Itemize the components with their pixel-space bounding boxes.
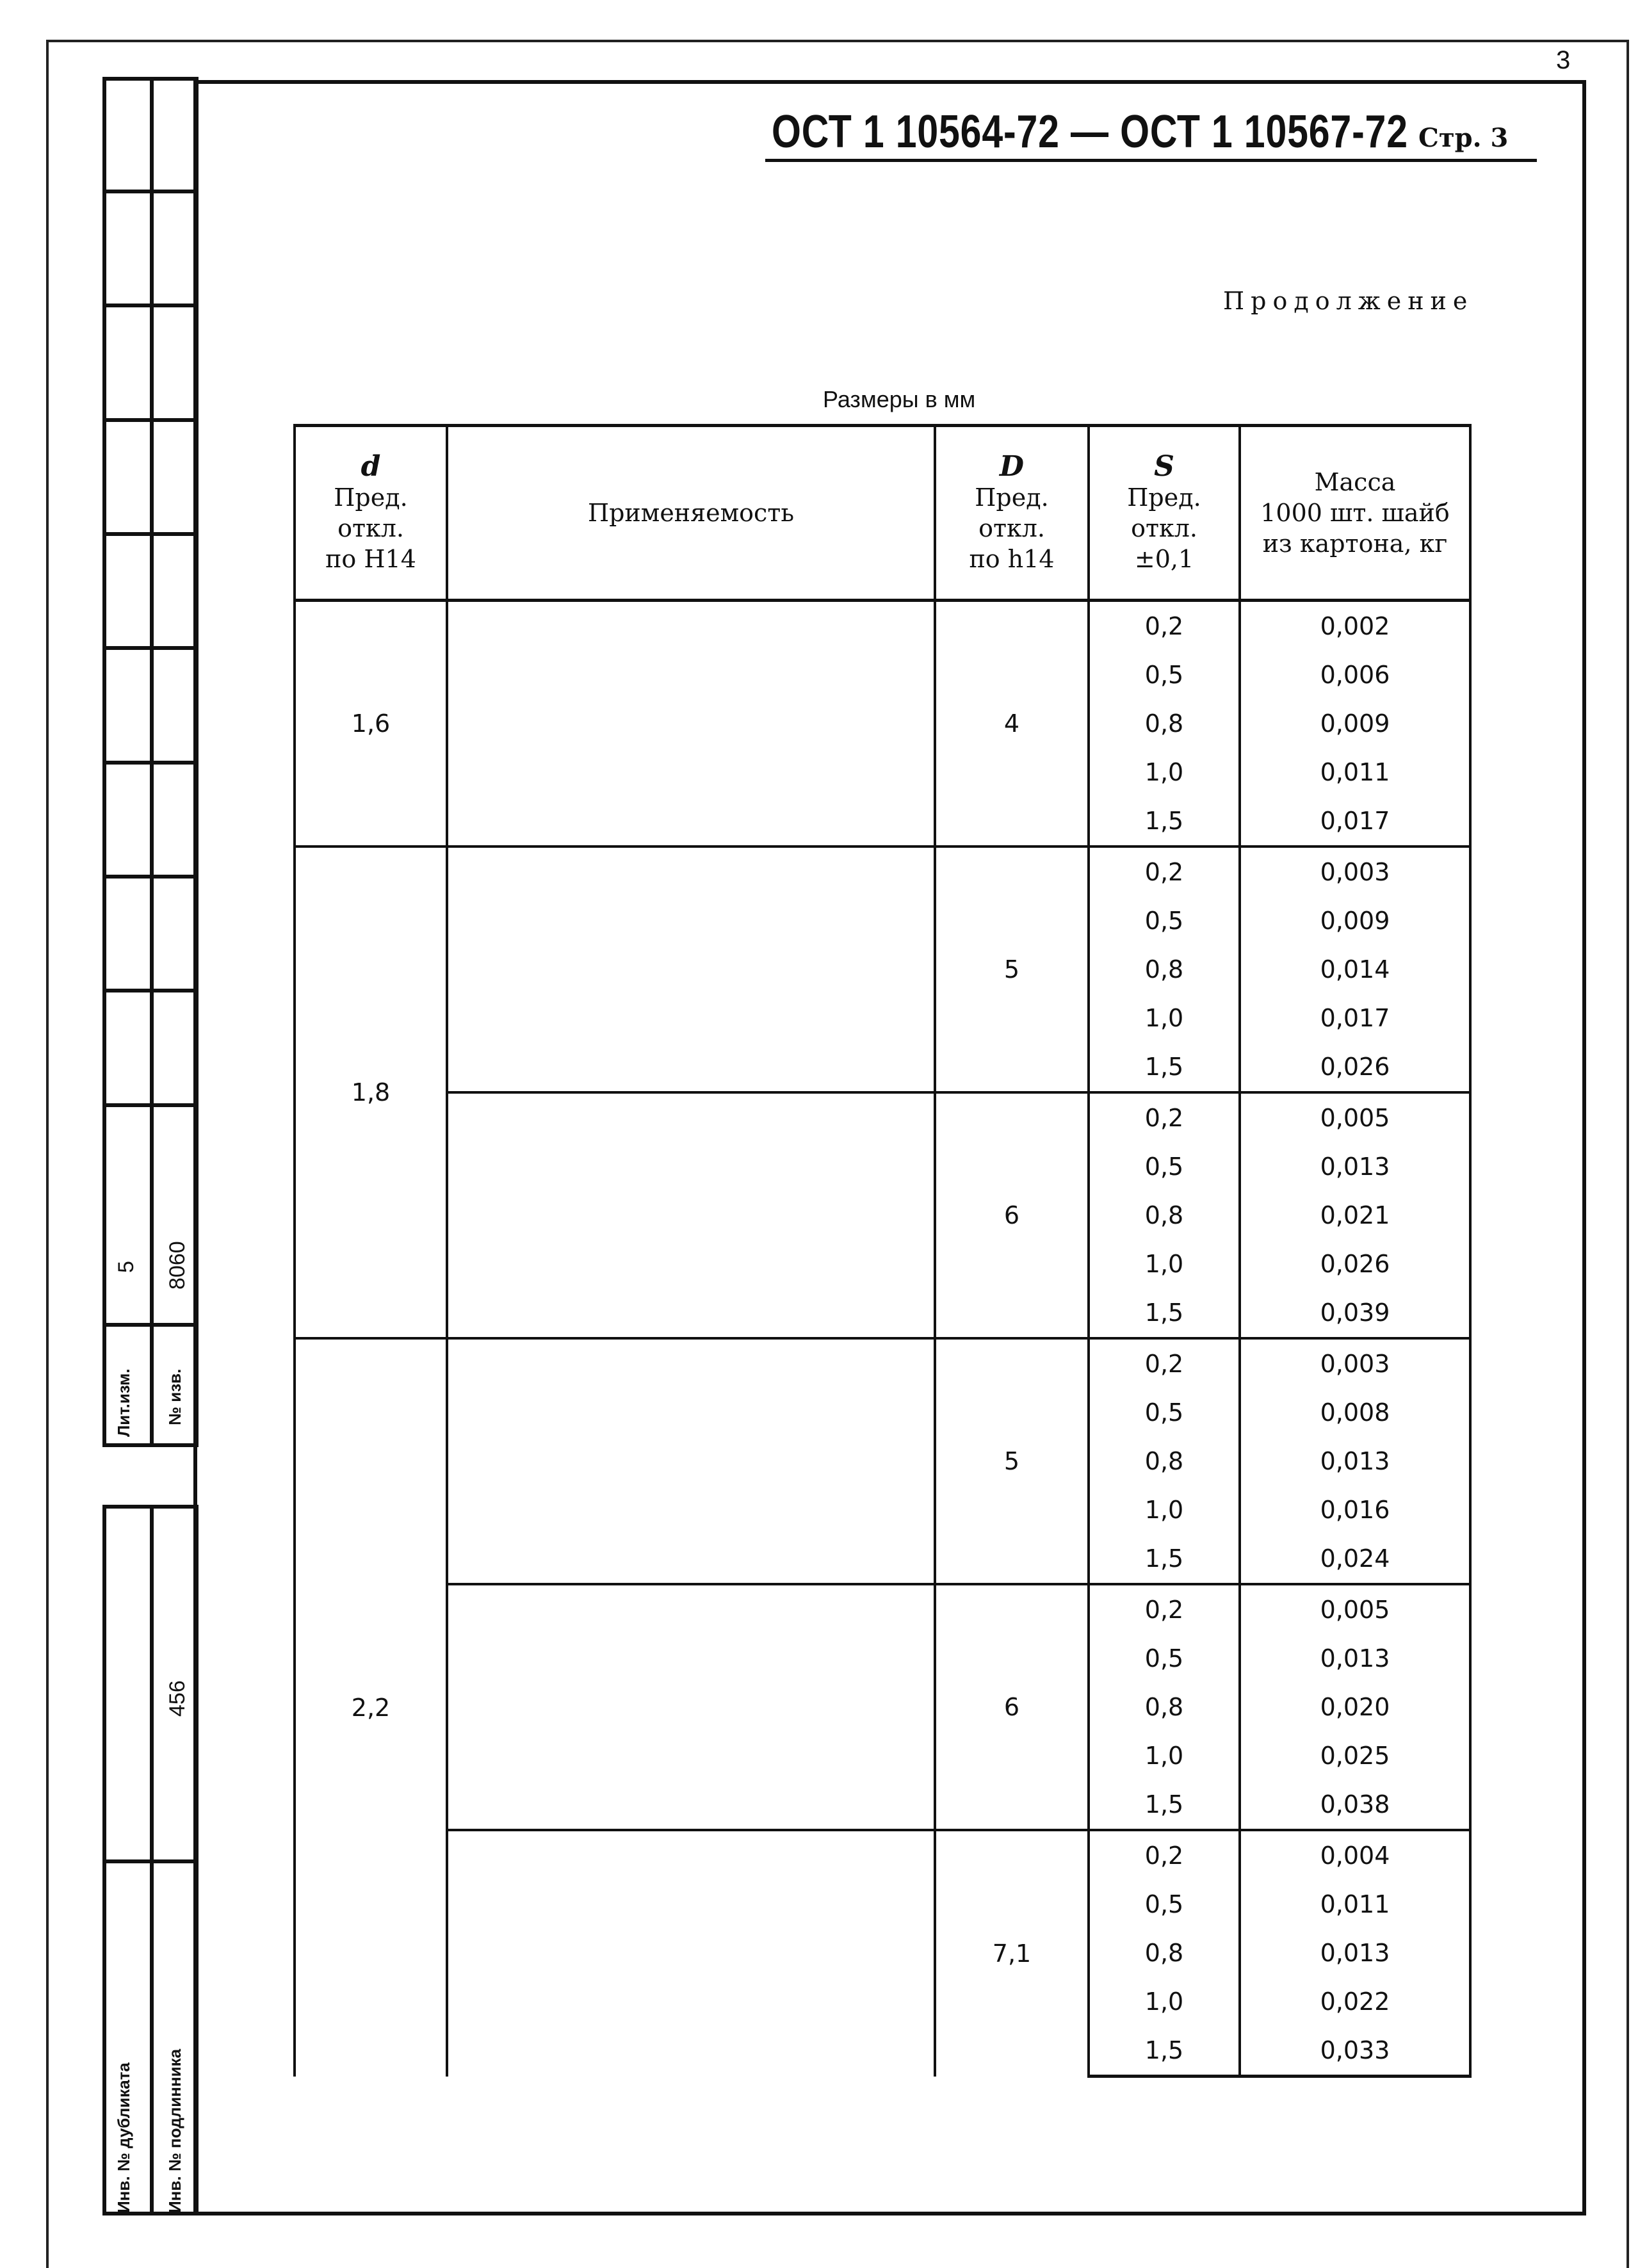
cell-S: 0,5: [1089, 1634, 1240, 1683]
cell-S: 0,8: [1089, 1437, 1240, 1486]
cell-S: 1,5: [1089, 797, 1240, 846]
cell-D: 5: [935, 846, 1089, 1092]
stamp-value-original: 456: [165, 1680, 190, 1717]
cell-mass: 0,004: [1240, 1830, 1470, 1880]
cell-D: 7,1: [935, 1830, 1089, 2077]
stamp-label-lit: Лит.изм.: [114, 1368, 133, 1437]
cell-mass: 0,013: [1240, 1634, 1470, 1683]
continuation-label: Продолжение: [1223, 287, 1474, 315]
cell-S: 1,5: [1089, 1288, 1240, 1338]
cell-S: 0,8: [1089, 1929, 1240, 1977]
cell-D: 6: [935, 1092, 1089, 1338]
cell-S: 1,0: [1089, 1977, 1240, 2026]
table-row: [295, 601, 1470, 651]
cell-applicability: [447, 1830, 935, 2077]
cell-mass: 0,026: [1240, 1240, 1470, 1288]
cell-S: 0,2: [1089, 1338, 1240, 1388]
cell-S: 0,2: [1089, 846, 1240, 896]
cell-S: 0,2: [1089, 601, 1240, 651]
cell-S: 0,5: [1089, 896, 1240, 945]
cell-S: 0,5: [1089, 1880, 1240, 1929]
cell-mass: 0,011: [1240, 1880, 1470, 1929]
cell-S: 1,5: [1089, 1042, 1240, 1092]
cell-S: 0,5: [1089, 651, 1240, 699]
header-S-line: ±0,1: [1134, 545, 1194, 573]
table-row: [295, 1338, 1470, 1388]
cell-mass: 0,009: [1240, 896, 1470, 945]
stamp-label-izv: № изв.: [165, 1368, 184, 1425]
cell-mass: 0,038: [1240, 1780, 1470, 1830]
cell-mass: 0,006: [1240, 651, 1470, 699]
header-mass-line: 1000 шт. шайб: [1260, 499, 1450, 527]
dimensions-table: [293, 424, 1472, 2078]
cell-mass: 0,026: [1240, 1042, 1470, 1092]
cell-S: 1,5: [1089, 1780, 1240, 1830]
cell-S: 1,0: [1089, 1240, 1240, 1288]
cell-mass: 0,014: [1240, 945, 1470, 994]
header-applicability: Применяемость: [447, 426, 935, 601]
cell-mass: 0,020: [1240, 1683, 1470, 1731]
cell-S: 0,8: [1089, 699, 1240, 748]
header-d-line: откл.: [337, 514, 404, 542]
cell-mass: 0,024: [1240, 1534, 1470, 1584]
document-title: ОСТ 1 10564-72 — ОСТ 1 10567-72: [772, 106, 1408, 158]
cell-S: 1,5: [1089, 1534, 1240, 1584]
cell-mass: 0,003: [1240, 846, 1470, 896]
header-d-line: по Н14: [325, 545, 416, 573]
header-d: [295, 426, 447, 601]
cell-mass: 0,017: [1240, 797, 1470, 846]
cell-S: 1,5: [1089, 2026, 1240, 2077]
table-row: [295, 1092, 1470, 1142]
header-D: [935, 426, 1089, 601]
stamp-label-duplicate: Инв. № дубликата: [114, 2062, 133, 2213]
cell-S: 1,0: [1089, 748, 1240, 797]
header-d-line: Пред.: [334, 483, 408, 512]
cell-mass: 0,008: [1240, 1388, 1470, 1437]
table-row: [295, 846, 1470, 896]
cell-mass: 0,025: [1240, 1731, 1470, 1780]
cell-S: 0,8: [1089, 1683, 1240, 1731]
cell-S: 0,5: [1089, 1142, 1240, 1191]
cell-mass: 0,005: [1240, 1092, 1470, 1142]
header-mass-line: из картона, кг: [1262, 530, 1448, 558]
cell-mass: 0,013: [1240, 1929, 1470, 1977]
cell-S: 1,0: [1089, 1731, 1240, 1780]
cell-mass: 0,013: [1240, 1437, 1470, 1486]
header-D-line: откл.: [978, 514, 1045, 542]
cell-D: 6: [935, 1584, 1089, 1830]
cell-S: 0,2: [1089, 1830, 1240, 1880]
stamp-strip-upper: [102, 77, 199, 1447]
cell-S: 1,0: [1089, 1486, 1240, 1534]
table-row: [295, 1584, 1470, 1634]
stamp-strip-lower: [102, 1505, 199, 2215]
cell-mass: 0,021: [1240, 1191, 1470, 1240]
table-body: [295, 601, 1470, 2077]
cell-mass: 0,002: [1240, 601, 1470, 651]
cell-applicability: [447, 601, 935, 847]
cell-d: 1,6: [295, 601, 447, 847]
cell-mass: 0,039: [1240, 1288, 1470, 1338]
header-D-line: Пред.: [975, 483, 1049, 512]
cell-mass: 0,005: [1240, 1584, 1470, 1634]
cell-mass: 0,033: [1240, 2026, 1470, 2077]
header-S: [1089, 426, 1240, 601]
page-number: 3: [1556, 46, 1571, 74]
header-S-line: откл.: [1131, 514, 1197, 542]
cell-mass: 0,022: [1240, 1977, 1470, 2026]
cell-D: 5: [935, 1338, 1089, 1584]
cell-S: 0,8: [1089, 1191, 1240, 1240]
stamp-value-lit: 5: [114, 1261, 138, 1273]
cell-mass: 0,017: [1240, 994, 1470, 1042]
header-S-line: Пред.: [1127, 483, 1201, 512]
cell-S: 0,8: [1089, 945, 1240, 994]
cell-applicability: [447, 846, 935, 1092]
table-row: [295, 1830, 1470, 1880]
header-mass: [1240, 426, 1470, 601]
cell-applicability: [447, 1338, 935, 1584]
header-D-line: по h14: [969, 545, 1055, 573]
cell-mass: 0,016: [1240, 1486, 1470, 1534]
document-page-label: Стр. 3: [1418, 123, 1509, 153]
cell-applicability: [447, 1584, 935, 1830]
cell-mass: 0,009: [1240, 699, 1470, 748]
stamp-value-izv: 8060: [165, 1241, 190, 1290]
cell-applicability: [447, 1092, 935, 1338]
cell-mass: 0,011: [1240, 748, 1470, 797]
cell-S: 0,2: [1089, 1092, 1240, 1142]
cell-mass: 0,013: [1240, 1142, 1470, 1191]
header-mass-line: Масса: [1314, 468, 1396, 496]
cell-S: 0,2: [1089, 1584, 1240, 1634]
header-S-symbol: S: [1154, 450, 1174, 483]
cell-S: 1,0: [1089, 994, 1240, 1042]
cell-d: 2,2: [295, 1338, 447, 2077]
cell-S: 0,5: [1089, 1388, 1240, 1437]
cell-D: 4: [935, 601, 1089, 847]
title-underline: [765, 159, 1537, 162]
cell-mass: 0,003: [1240, 1338, 1470, 1388]
cell-d: 1,8: [295, 846, 447, 1338]
units-label: Размеры в мм: [823, 386, 976, 412]
header-D-symbol: D: [999, 450, 1025, 483]
table-header-row: [295, 426, 1470, 601]
stamp-label-original: Инв. № подлинника: [165, 2048, 184, 2213]
header-d-symbol: d: [361, 450, 381, 483]
